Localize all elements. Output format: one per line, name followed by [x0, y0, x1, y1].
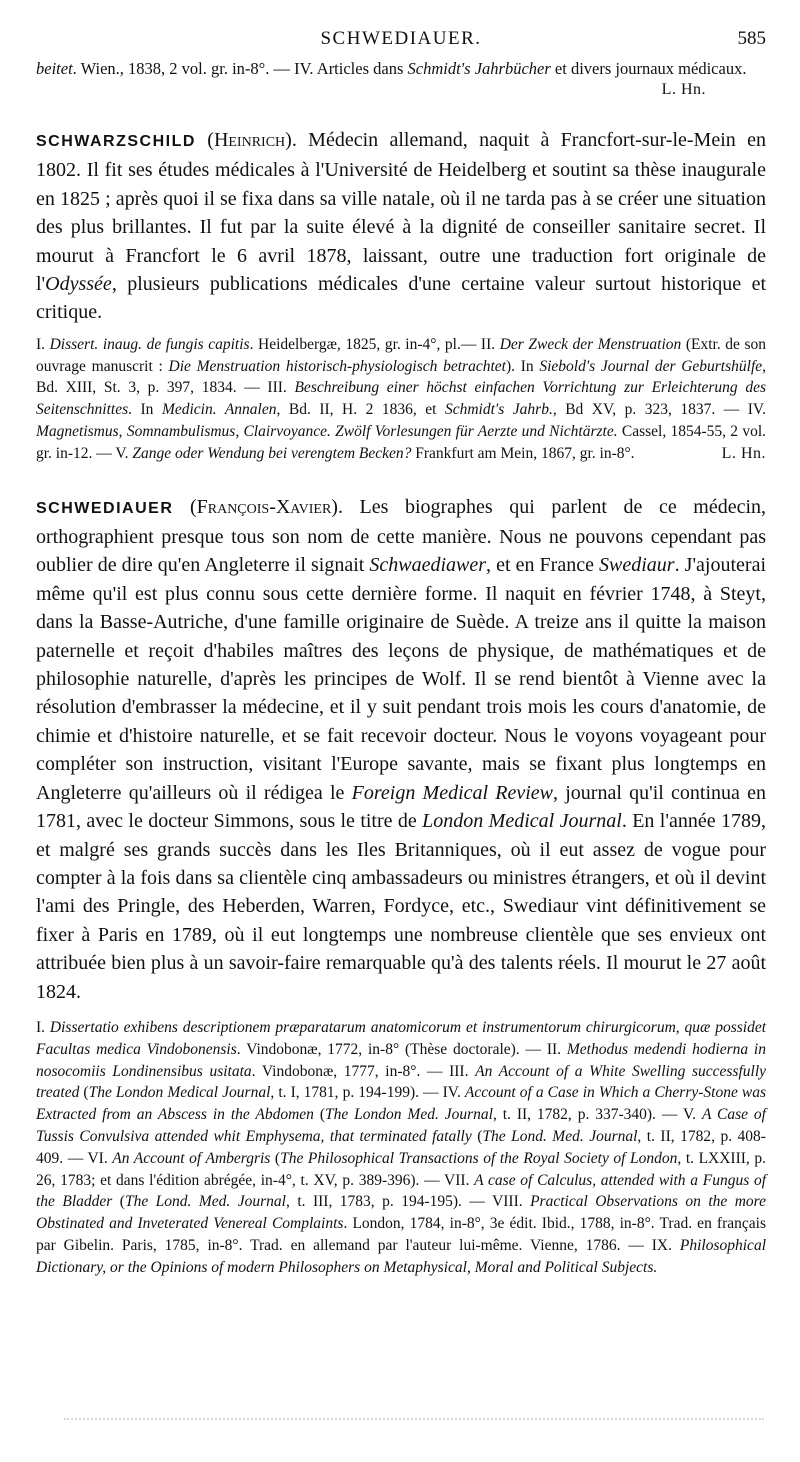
italic-title-run: Siebold's Journal der Geburtshülfe	[539, 357, 763, 375]
text-run: (	[313, 1106, 325, 1124]
text-run: . En l'année 1789, et malgré ses grands succès dans les Iles Britanniques, où il eut assez de vogue pour compter à la fois dans sa clientèle cinq ambassadeurs ou ministres étrangers, et où il devint l'ami des Pringle, des Heberden, Warren, Fordyce, etc., Swediaur vint définitivement se fixer à Paris en 1789, où il eut longtemps une nombreuse clientèle que ses envieux ont attribuée bien plus à un savoir-faire remarquable qu'à des talents réels. Il mourut le 27 août 1824.	[36, 810, 766, 1003]
text-run: Les biographes qui parlent de ce médecin, orthographient presque tous son nom de cette manière. Nous ne pouvons cependant pas oublier de dire qu'en Angleterre il signait	[36, 495, 767, 577]
faded-bleed-through-line	[64, 1418, 764, 1424]
entry-body-text: Médecin allemand, naquit à Francfort-sur-le-Mein en 1802. Il fit ses études médicales à l'Université de Heidelberg et soutint sa thèse inaugurale en 1825 ; après quoi il se fixa dans sa ville natale, où il ne tarda pas à se créer une situation des plus brillantes. Il fut par la suite élevé à la dignité de conseiller sanitaire secret. Il mourut à Francfort le 6 avril 1878, laissant, outre une traduction fort originale de l'	[36, 129, 766, 296]
bibliography	[36, 334, 766, 465]
italic-title-run: Swediaur	[599, 554, 675, 577]
italic-title-run: Die Menstruation historisch-physiologisch betrachtet	[168, 357, 506, 375]
text-run: , t. LXXIII, p. 26, 1783; et dans l'édition abrégée, in-4°, t. XV, p. 389-396). — VII.	[36, 1149, 766, 1189]
italic-title-run: An Account of Ambergris	[112, 1149, 271, 1167]
continuation-text-end: et divers journaux médicaux.	[550, 59, 747, 78]
text-run: , et en France	[486, 554, 600, 577]
italic-title-run: Magnetismus, Somnambulismus, Clairvoyance. Zwölf Vorlesungen für Aerzte und Nichtärzte.	[36, 423, 618, 441]
entry-body-text	[36, 496, 766, 1003]
italic-title-run: The Lond. Med. Journal	[482, 1127, 638, 1145]
entry-body-italic: Odyssée	[45, 273, 112, 296]
continuation-journal-title: Schmidt's Jahrbücher	[407, 59, 551, 78]
italic-title-run: Foreign Medical Review	[351, 781, 554, 804]
text-run: , t. III, 1783, p. 194-195). — VIII.	[286, 1193, 531, 1211]
text-run: Frankfurt am Mein, 1867, gr. in-8°.	[411, 444, 635, 462]
running-head-title: SCHWEDIAUER.	[320, 28, 482, 49]
entry-given-name: (François-Xavier).	[189, 495, 343, 518]
entry-body-text-end: , plusieurs publications médicales d'une certaine valeur surtout historique et critique.	[36, 273, 766, 324]
text-run: , Bd. II, H. 2 1836, et	[276, 401, 445, 419]
italic-title-run: A Case of Tussis Convulsiva attended whit Emphysema, that terminated fatally	[36, 1106, 766, 1145]
entry-body	[36, 126, 766, 327]
italic-title-run: Beschreibung einer höchst einfachen Vorrichtung zur Erleichterung des Seitenschnittes	[36, 379, 766, 419]
italic-title-run: Der Zweck der Menstruation	[499, 335, 682, 353]
italic-title-run: Methodus medendi hodierna in nosocomiis Londinensibus usitata	[36, 1040, 766, 1080]
author-signature: L. Hn.	[661, 81, 706, 98]
italic-title-run: Account of a Case in Which a Cherry-Stone was Extracted from an Abscess in the Abdomen	[36, 1084, 767, 1124]
italic-title-run: Schwaediawer	[369, 554, 487, 577]
bibliography	[36, 1017, 766, 1279]
text-run: Cassel, 1854-55, 2 vol. gr. in-12. — V.	[36, 423, 766, 462]
text-run: ). In	[505, 357, 540, 375]
text-run: . In	[128, 401, 162, 419]
text-run: . Vindobonæ, 1772, in-8° (Thèse doctorale). — II.	[236, 1040, 567, 1058]
entry-headword: SCHWARZSCHILD	[36, 133, 196, 150]
text-run: , t. I, 1781, p. 194-199). — IV.	[270, 1084, 465, 1102]
entry-schwarzschild	[36, 126, 766, 465]
text-run: , t. II, 1782, p. 337-340). — V.	[492, 1106, 702, 1124]
text-run: I.	[36, 335, 50, 353]
text-run: (	[270, 1149, 281, 1167]
text-run: (	[112, 1193, 125, 1211]
dictionary-page	[36, 28, 766, 1279]
text-run: I.	[36, 1018, 50, 1036]
italic-title-run: Medicin. Annalen	[161, 401, 277, 419]
page-number: 585	[737, 28, 766, 49]
bibliography-text	[36, 336, 766, 462]
text-run: . J'ajouterai même qu'il est plus connu sous cette dernière forme. Il naquit en février 1748, à Steyt, dans la Basse-Autriche, d'une famille originaire de Suède. A treize ans il quitte la maison paternelle et reçoit d'habiles maîtres des leçons de physique, de mathématiques et de philosophie naturelle, d'après les principes de Wolf. Il se rend bientôt à Vienne avec la résolution d'embrasser la médecine, et il y suit pendant trois mois les cours d'anatomie, de chimie et d'histoire naturelle, et se fait recevoir docteur. Nous le voyons voyageant pour compléter son instruction, visitant l'Europe savante, mais se fixant plus longtemps en Angleterre qu'ailleurs où il rédigea le	[36, 554, 767, 804]
text-run: . Heidelbergæ, 1825, gr. in-4°, pl.— II.	[249, 335, 500, 353]
text-run: , t. II, 1782, p. 408-409. — VI.	[36, 1127, 766, 1167]
italic-title-run: The London Medical Journal	[88, 1084, 271, 1102]
text-run: , journal qu'il continua en 1781, avec le docteur Simmons, sous le titre de	[36, 781, 766, 833]
italic-title-run: An Account of a White Swelling successfully treated	[36, 1062, 767, 1102]
author-signature: L. Hn.	[721, 444, 766, 462]
entry-given-name: (Heinrich).	[207, 129, 297, 151]
italic-title-run: Dissertatio exhibens descriptionem præparatarum anatomicorum et instrumentorum chirurgicorum, quæ possidet Facultas medica Vindobonensis	[36, 1018, 766, 1058]
text-run: . London, 1784, in-8°, 3e édit. Ibid., 1788, in-8°. Trad. en français par Gibelin. Paris, 1785, in-8°. Trad. en allemand par l'auteur lui-même. Vienne, 1786. — IX.	[36, 1215, 766, 1254]
running-head	[36, 28, 766, 58]
italic-title-run: The Lond. Med. Journal	[124, 1193, 286, 1211]
text-run: (Extr. de son ouvrage manuscrit :	[36, 335, 767, 375]
bibliography-text	[36, 1019, 766, 1276]
italic-title-run: London Medical Journal	[422, 810, 622, 833]
text-run: , Bd XV, p. 323, 1837. — IV.	[552, 401, 766, 419]
italic-title-run: Dissert. inaug. de fungis capitis	[49, 335, 250, 353]
continuation-paragraph	[36, 58, 766, 98]
text-run: (	[79, 1084, 89, 1102]
entry-schwediauer	[36, 493, 766, 1279]
continuation-word: beitet	[36, 59, 73, 78]
italic-title-run: A case of Calculus, attended with a Fungus of the Bladder	[36, 1171, 766, 1211]
italic-title-run: Schmidt's Jahrb.	[444, 401, 553, 419]
text-run: , Bd. XIII, St. 3, p. 397, 1834. — III.	[36, 357, 767, 397]
continuation-text: . Wien., 1838, 2 vol. gr. in-8°. — IV. Articles dans	[72, 59, 408, 78]
italic-title-run: Zange oder Wendung bei verengtem Becken?	[132, 444, 412, 462]
text-run: . Vindobonæ, 1777, in-8°. — III.	[251, 1062, 476, 1080]
text-run: (	[471, 1127, 483, 1145]
entry-body	[36, 493, 766, 1006]
italic-title-run: Philosophical Dictionary, or the Opinions of modern Philosophers on Metaphysical, Moral and Political Subjects.	[36, 1236, 766, 1276]
italic-title-run: The London Med. Journal	[325, 1106, 493, 1124]
entry-headword: SCHWEDIAUER	[36, 499, 174, 517]
italic-title-run: The Philosophical Transactions of the Royal Society of London	[280, 1149, 678, 1167]
italic-title-run: Practical Observations on the more Obstinated and Inveterated Venereal Complaints	[36, 1193, 766, 1233]
